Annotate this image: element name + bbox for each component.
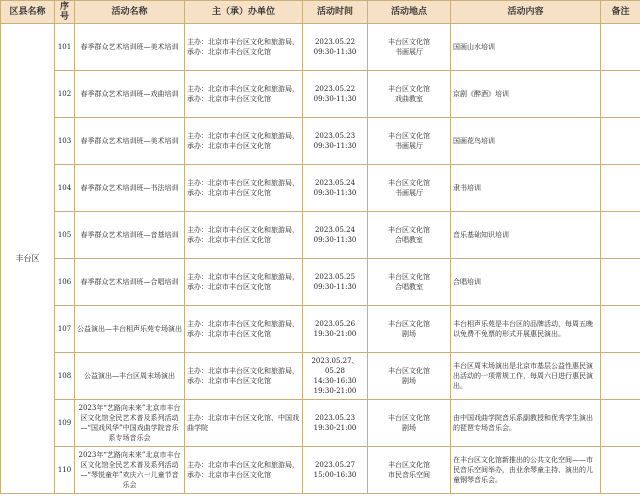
header-row: [1, 1, 640, 24]
organizer: 主办：北京市丰台区文化和旅游局，承办：北京市丰台区文化馆: [185, 353, 303, 400]
activity-note: [601, 259, 640, 306]
activity-place: 丰台区文化馆 合唱教室: [368, 212, 451, 259]
activity-note: [601, 24, 640, 71]
table-row: [1, 212, 640, 259]
activity-time: 2023.05.22 09:30-11:30: [303, 71, 368, 118]
row-number: 101: [55, 24, 75, 71]
activity-note: [601, 165, 640, 212]
activity-time: 2023.05.22 09:30-11:30: [303, 24, 368, 71]
activity-time: 2023.05.23 19:30-21:00: [303, 400, 368, 447]
header-content: 活动内容: [451, 1, 601, 24]
header-district: 区县名称: [1, 1, 55, 24]
activity-name: 春季群众艺术培训班—美术培训: [75, 118, 185, 165]
activity-time: 2023.05.24 09:30-11:30: [303, 165, 368, 212]
organizer: 主办：北京市丰台区文化馆、中国戏曲学院: [185, 400, 303, 447]
table-row: [1, 165, 640, 212]
activity-content: 在丰台区文化馆新推出的公共文化空间——市民音乐空间举办，由业余琴童主持、演出的儿童钢琴音乐会。: [451, 447, 601, 494]
activity-content: 国画花鸟培训: [451, 118, 601, 165]
activity-time: 2023.05.27、 05.28 14:30-16:30 19:30-21:00: [303, 353, 368, 400]
activity-content: 京剧《醉酒》培训: [451, 71, 601, 118]
activity-time: 2023.05.25 09:30-11:30: [303, 259, 368, 306]
organizer: 主办：北京市丰台区文化和旅游局，承办：北京市丰台区文化馆: [185, 118, 303, 165]
activity-name: 公益演出—丰台区周末场演出: [75, 353, 185, 400]
activity-name: 2023年“艺路向未来”北京市丰台区文化馆全民艺术普及系列活动—“国戏风华”中国戏曲学院音乐系专场音乐会: [75, 400, 185, 447]
organizer: 主办：北京市丰台区文化和旅游局，承办：北京市丰台区文化馆: [185, 259, 303, 306]
activity-name: 春季群众艺术培训班—美术培训: [75, 24, 185, 71]
table-body: [1, 24, 640, 494]
organizer: 主办：北京市丰台区文化和旅游局，承办：北京市丰台区文化馆: [185, 447, 303, 494]
activity-time: 2023.05.24 09:30-11:30: [303, 212, 368, 259]
activity-place: 丰台区文化馆 戏曲教室: [368, 71, 451, 118]
activity-place: 丰台区文化馆 书画展厅: [368, 24, 451, 71]
activity-time: 2023.05.26 19:30-21:00: [303, 306, 368, 353]
table-row: [1, 400, 640, 447]
activity-name: 春季群众艺术培训班—合唱培训: [75, 259, 185, 306]
activity-place: 丰台区文化馆 市民音乐空间: [368, 447, 451, 494]
activity-note: [601, 118, 640, 165]
activity-place: 丰台区文化馆 合唱教室: [368, 259, 451, 306]
activity-note: [601, 212, 640, 259]
row-number: 108: [55, 353, 75, 400]
activity-name: 2023年“艺路向未来”北京市丰台区文化馆全民艺术普及系列活动—“琴悦童年”欢庆六一儿童节音乐会: [75, 447, 185, 494]
activity-name: 春季群众艺术培训班—戏曲培训: [75, 71, 185, 118]
activity-note: [601, 306, 640, 353]
activity-note: [601, 447, 640, 494]
organizer: 主办：北京市丰台区文化和旅游局，承办：北京市丰台区文化馆: [185, 24, 303, 71]
activity-content: 隶书培训: [451, 165, 601, 212]
activity-content: 合唱培训: [451, 259, 601, 306]
activity-place: 丰台区文化馆 书画展厅: [368, 165, 451, 212]
table-row: [1, 306, 640, 353]
header-note: 备注: [601, 1, 640, 24]
organizer: 主办：北京市丰台区文化和旅游局，承办：北京市丰台区文化馆: [185, 71, 303, 118]
activity-place: 丰台区文化馆 书画展厅: [368, 118, 451, 165]
activity-content: 丰台区周末场演出是北京市基层公益性惠民演出活动的一项常规工作，每周六日进行惠民演出。: [451, 353, 601, 400]
row-number: 102: [55, 71, 75, 118]
row-number: 109: [55, 400, 75, 447]
row-number: 107: [55, 306, 75, 353]
activity-note: [601, 400, 640, 447]
row-number: 110: [55, 447, 75, 494]
organizer: 主办：北京市丰台区文化和旅游局，承办：北京市丰台区文化馆: [185, 165, 303, 212]
organizer: 主办：北京市丰台区文化和旅游局，承办：北京市丰台区文化馆: [185, 212, 303, 259]
header-org: 主（承）办单位: [185, 1, 303, 24]
activity-name: 公益演出—丰台相声乐苑专场演出: [75, 306, 185, 353]
activity-name: 春季群众艺术培训班—书法培训: [75, 165, 185, 212]
table-row: [1, 447, 640, 494]
row-number: 104: [55, 165, 75, 212]
header-name: 活动名称: [75, 1, 185, 24]
table-row: [1, 259, 640, 306]
activity-place: 丰台区文化馆 剧场: [368, 400, 451, 447]
activity-content: 音乐基础知识培训: [451, 212, 601, 259]
header-place: 活动地点: [368, 1, 451, 24]
organizer: 主办：北京市丰台区文化和旅游局，承办：北京市丰台区文化馆: [185, 306, 303, 353]
activity-place: 丰台区文化馆 剧场: [368, 353, 451, 400]
table-row: [1, 71, 640, 118]
activity-content: 国画山水培训: [451, 24, 601, 71]
activity-content: 丰台相声乐苑是丰台区的品牌活动，每周五晚以免费不免票的形式开展惠民演出。: [451, 306, 601, 353]
row-number: 103: [55, 118, 75, 165]
district-cell: 丰台区: [1, 24, 55, 494]
activity-time: 2023.05.23 09:30-11:30: [303, 118, 368, 165]
row-number: 105: [55, 212, 75, 259]
activity-note: [601, 71, 640, 118]
header-no: 序号: [55, 1, 75, 24]
activity-time: 2023.05.27 15:00-16:30: [303, 447, 368, 494]
activity-place: 丰台区文化馆 剧场: [368, 306, 451, 353]
table-row: [1, 353, 640, 400]
header-time: 活动时间: [303, 1, 368, 24]
activity-note: [601, 353, 640, 400]
row-number: 106: [55, 259, 75, 306]
table-row: [1, 118, 640, 165]
table-row: [1, 24, 640, 71]
activity-content: 由中国戏曲学院音乐系副教授和优秀学生演出的琵琶专场音乐会。: [451, 400, 601, 447]
activity-name: 春季群众艺术培训班—音基培训: [75, 212, 185, 259]
